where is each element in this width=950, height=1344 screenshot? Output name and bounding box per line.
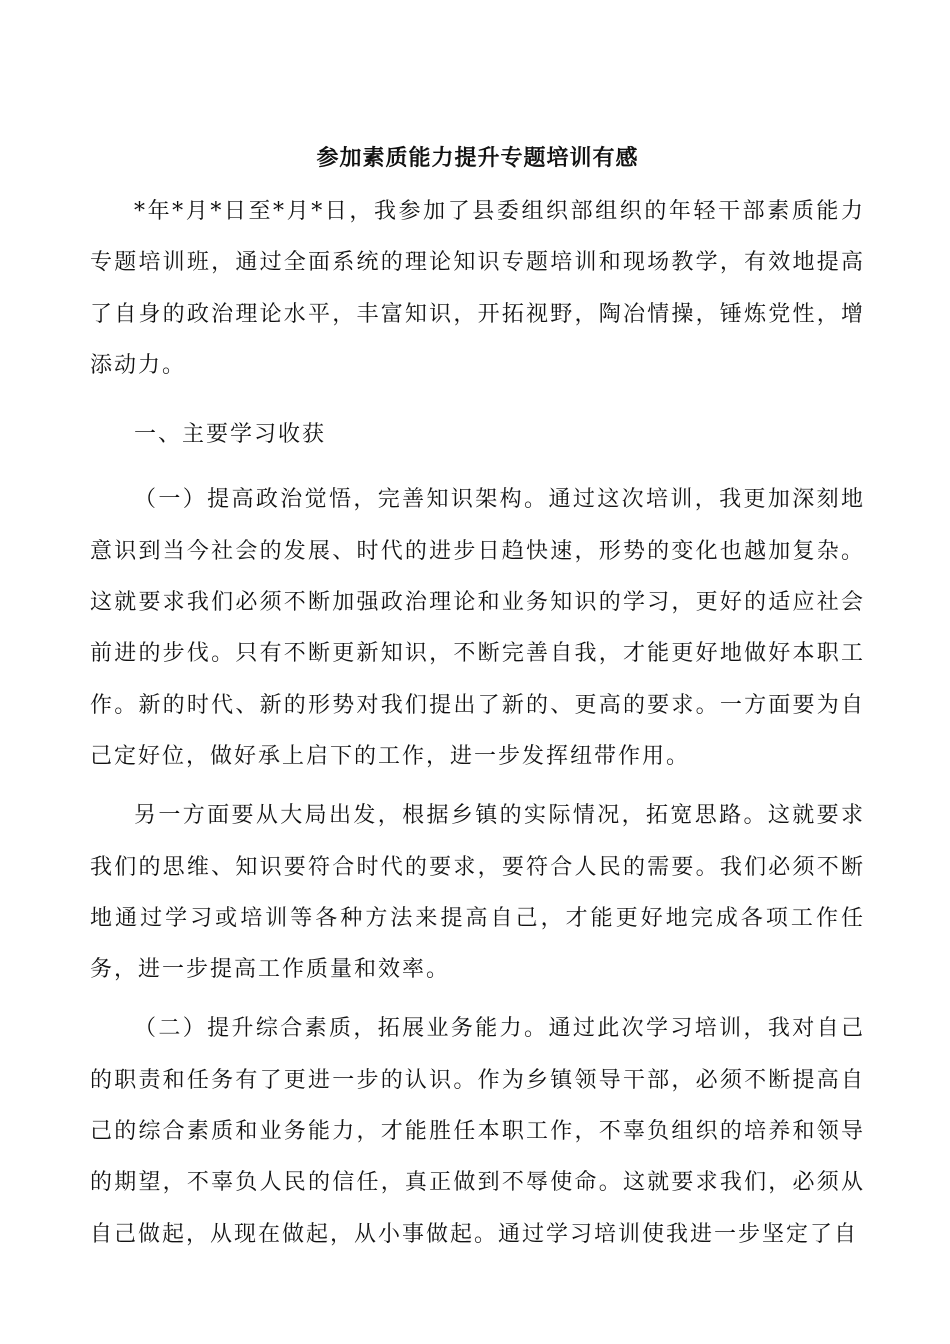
intro-paragraph: *年*月*日至*月*日，我参加了县委组织部组织的年轻干部素质能力专题培训班，通过全面系统的理论知识专题培训和现场教学，有效地提高了自身的政治理论水平，丰富知识，开拓视野，陶冶情操，锤炼党性，增添动力。 xyxy=(90,199,865,378)
paragraph-3: （二）提升综合素质，拓展业务能力。通过此次学习培训，我对自己的职责和任务有了更进一步的认识。作为乡镇领导干部，必须不断提高自己的综合素质和业务能力，才能胜任本职工作，不辜负组织的培养和领导的期望，不辜负人民的信任，真正做到不辱使命。这就要求我们，必须从自己做起，从现在做起，从小事做起。通过学习培训使我进一步坚定了自 xyxy=(90,1016,865,1247)
document-title: 参加素质能力提升专题培训有感 xyxy=(316,145,639,171)
paragraph-2: 另一方面要从大局出发，根据乡镇的实际情况，拓宽思路。这就要求我们的思维、知识要符合时代的要求，要符合人民的需要。我们必须不断地通过学习或培训等各种方法来提高自己，才能更好地完成各项工作任务，进一步提高工作质量和效率。 xyxy=(90,803,865,983)
document-page xyxy=(90,130,865,1260)
section-heading-1: 一、主要学习收获 xyxy=(134,422,327,448)
paragraph-1: （一）提高政治觉悟，完善知识架构。通过这次培训，我更加深刻地意识到当今社会的发展、时代的进步日趋快速，形势的变化也越加复杂。这就要求我们必须不断加强政治理论和业务知识的学习，更好的适应社会前进的步伐。只有不断更新知识，不断完善自我，才能更好地做好本职工作。新的时代、新的形势对我们提出了新的、更高的要求。一方面要为自己定好位，做好承上启下的工作，进一步发挥纽带作用。 xyxy=(90,487,865,769)
